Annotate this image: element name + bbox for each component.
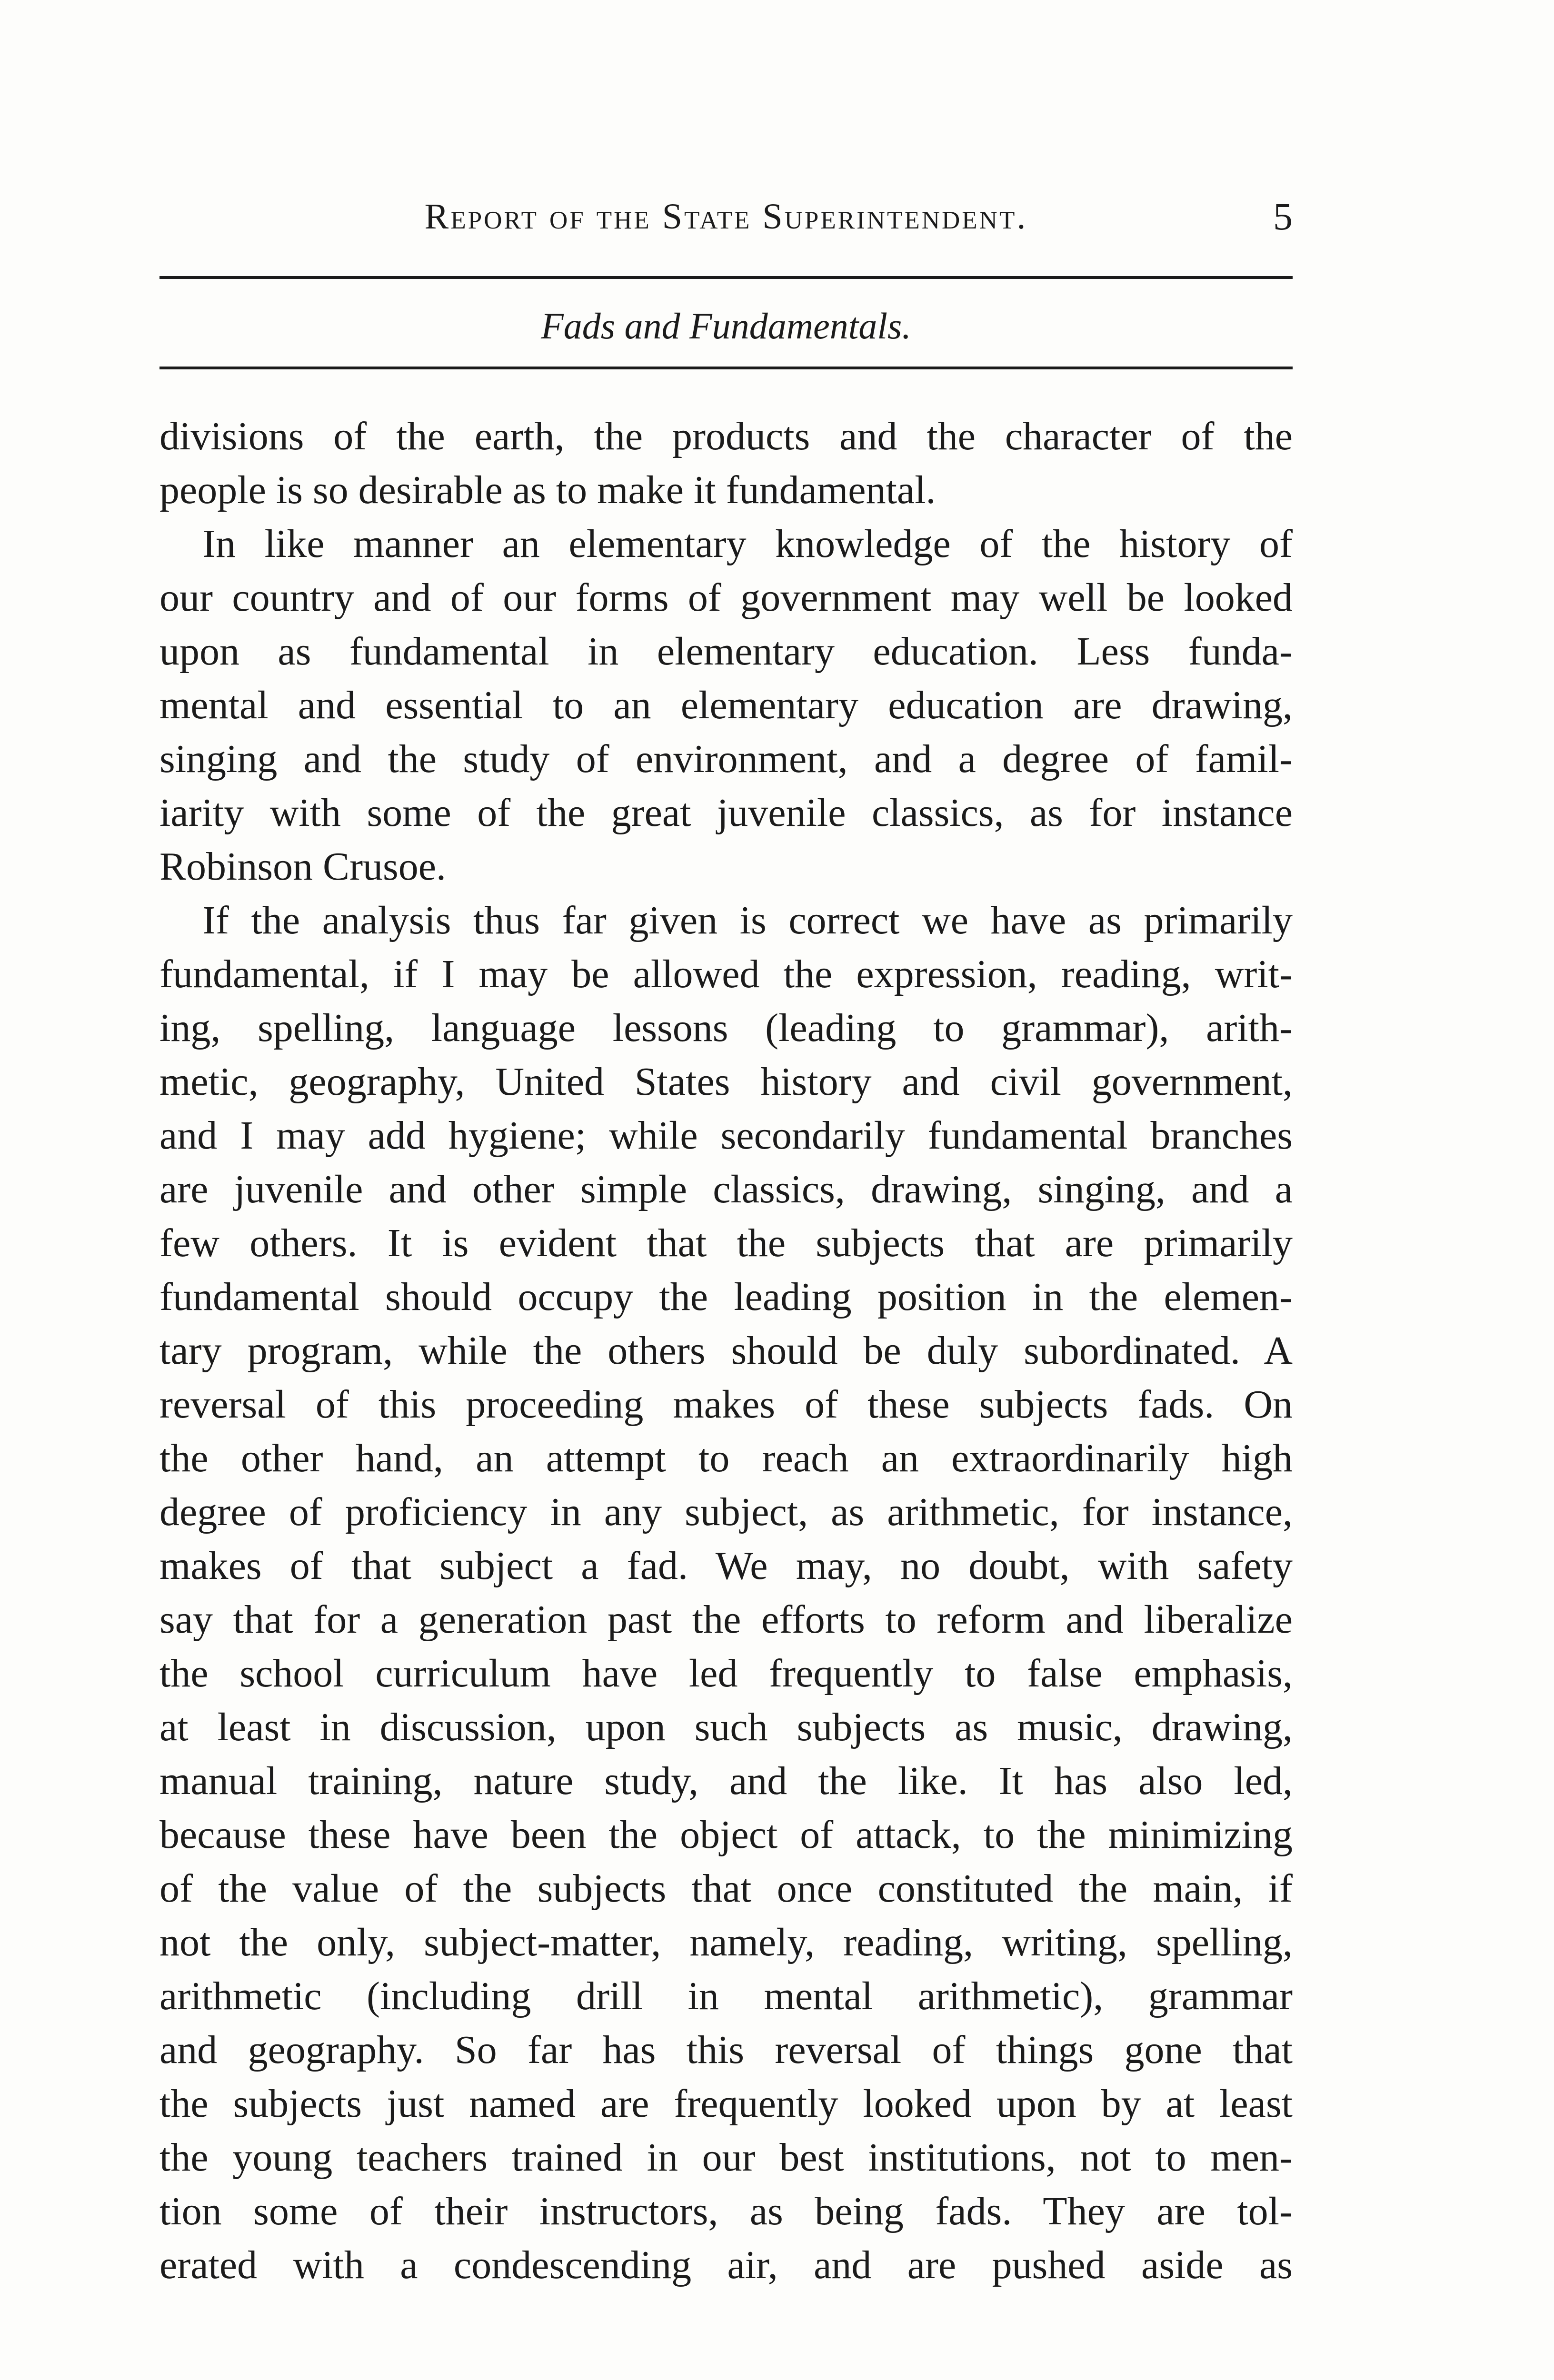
page-number: 5 (1273, 195, 1293, 238)
text-line: tion some of their instructors, as being fads. They are tol- (159, 2189, 1293, 2233)
text-line: In like manner an elementary knowledge of the history of (202, 522, 1293, 566)
text-line: and geography. So far has this reversal of things gone that (159, 2028, 1293, 2072)
text-line: If the analysis thus far given is correct we have as primarily (202, 898, 1293, 942)
text-line: iarity with some of the great juvenile classics, as for instance (159, 791, 1293, 835)
text-line: of the value of the subjects that once constituted the main, if (159, 1866, 1293, 1911)
text-line: because these have been the object of attack, to the minimizing (159, 1813, 1293, 1857)
text-line: upon as fundamental in elementary education. Less funda- (159, 629, 1293, 674)
text-line: arithmetic (including drill in mental arithmetic), grammar (159, 1974, 1293, 2018)
text-line: not the only, subject-matter, namely, reading, writing, spelling, (159, 1920, 1293, 1964)
text-line: fundamental, if I may be allowed the expression, reading, writ- (159, 952, 1293, 996)
text-line: erated with a condescending air, and are pushed aside as (159, 2243, 1293, 2287)
text-line: few others. It is evident that the subjects that are primarily (159, 1221, 1293, 1265)
text-line: singing and the study of environment, and a degree of famil- (159, 737, 1293, 781)
text-line: degree of proficiency in any subject, as arithmetic, for instance, (159, 1490, 1293, 1534)
text-line: the young teachers trained in our best institutions, not to men- (159, 2135, 1293, 2180)
text-line: ing, spelling, language lessons (leading to grammar), arith- (159, 1006, 1293, 1050)
text-line: the other hand, an attempt to reach an extraordinarily high (159, 1436, 1293, 1480)
text-line: mental and essential to an elementary education are drawing, (159, 683, 1293, 727)
text-line: our country and of our forms of government may well be looked (159, 575, 1293, 620)
section-title: Fads and Fundamentals. (541, 305, 911, 347)
header-rule-bottom (159, 367, 1293, 369)
text-line: Robinson Crusoe. (159, 844, 447, 889)
paragraph-3 (159, 893, 1293, 2292)
text-line: are juvenile and other simple classics, drawing, singing, and a (159, 1167, 1293, 1211)
text-line: people is so desirable as to make it fundamental. (159, 468, 936, 512)
text-line: metic, geography, United States history and civil government, (159, 1060, 1293, 1104)
text-line: manual training, nature study, and the like. It has also led, (159, 1759, 1293, 1803)
text-line: reversal of this proceeding makes of these subjects fads. On (159, 1382, 1293, 1427)
text-line: and I may add hygiene; while secondarily fundamental branches (159, 1113, 1293, 1158)
running-title: Report of the State Superintendent. (424, 197, 1028, 237)
text-line: divisions of the earth, the products and the character of the (159, 414, 1293, 458)
header-rule-top (159, 276, 1293, 279)
body-text (159, 409, 1293, 2292)
text-line: makes of that subject a fad. We may, no doubt, with safety (159, 1544, 1293, 1588)
running-head (159, 190, 1293, 243)
text-line: the school curriculum have led frequently to false emphasis, (159, 1651, 1293, 1696)
text-line: fundamental should occupy the leading position in the elemen- (159, 1275, 1293, 1319)
paragraph-2 (159, 517, 1293, 893)
text-line: at least in discussion, upon such subjects as music, drawing, (159, 1705, 1293, 1749)
text-line: say that for a generation past the efforts to reform and liberalize (159, 1597, 1293, 1642)
paragraph-1 (159, 409, 1293, 517)
text-line: the subjects just named are frequently looked upon by at least (159, 2082, 1293, 2126)
text-line: tary program, while the others should be duly subordinated. A (159, 1329, 1293, 1373)
